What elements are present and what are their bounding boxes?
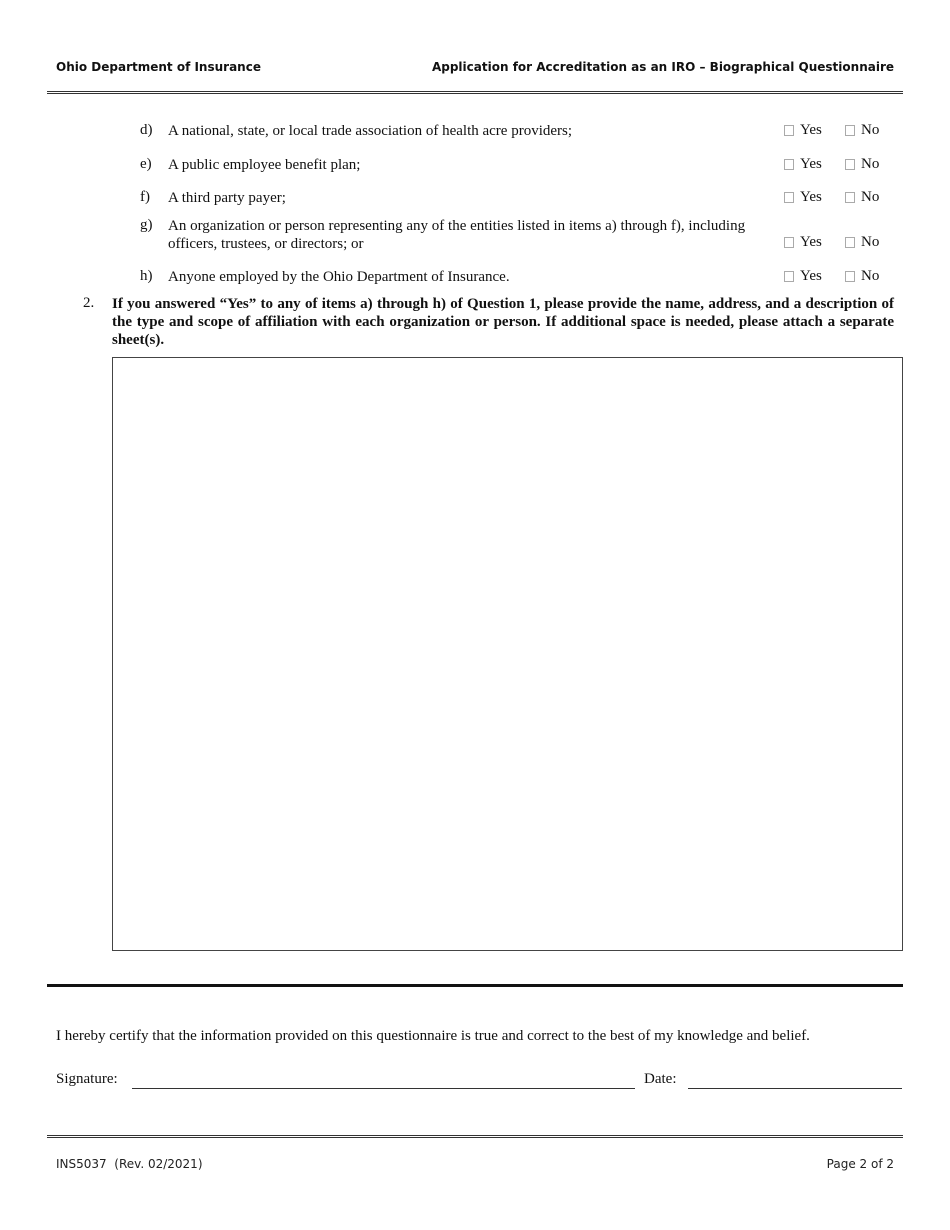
footer-rule <box>47 1135 903 1138</box>
yes-label: Yes <box>800 156 822 172</box>
header-rule <box>47 91 903 94</box>
signature-label: Signature: <box>56 1071 118 1087</box>
item-text-e: A public employee benefit plan; <box>168 157 361 173</box>
certification-statement: I hereby certify that the information provided on this questionnaire is true and correct to the best of my knowledge and belief. <box>56 1028 810 1044</box>
signature-field[interactable] <box>132 1088 635 1089</box>
item-g-no-option[interactable] <box>845 234 879 251</box>
yes-label: Yes <box>800 189 822 205</box>
page-number: Page 2 of 2 <box>826 1157 894 1171</box>
no-label: No <box>861 268 880 284</box>
item-f-yes-option[interactable] <box>784 189 822 206</box>
checkbox-icon[interactable] <box>784 271 794 282</box>
yes-label: Yes <box>800 122 822 138</box>
date-label: Date: <box>644 1071 677 1087</box>
checkbox-icon[interactable] <box>845 271 855 282</box>
checkbox-icon[interactable] <box>784 125 794 136</box>
date-field[interactable] <box>688 1088 902 1089</box>
item-text-h: Anyone employed by the Ohio Department of Insurance. <box>168 269 510 285</box>
no-label: No <box>861 122 880 138</box>
header-title: Application for Accreditation as an IRO – Biographical Questionnaire <box>431 60 894 74</box>
question-2-answer-box[interactable] <box>112 357 903 951</box>
no-label: No <box>861 156 880 172</box>
checkbox-icon[interactable] <box>784 192 794 203</box>
question-2-text: If you answered “Yes” to any of items a) through h) of Question 1, please provide the name, address, and a description of the type and scope of affiliation with each organization or person. If additional space is needed, please attach a separate sheet(s). <box>112 296 894 348</box>
item-text-d: A national, state, or local trade association of health acre providers; <box>168 123 573 139</box>
item-e-yes-option[interactable] <box>784 156 822 173</box>
header-org: Ohio Department of Insurance <box>56 60 261 74</box>
item-letter-d: d) <box>140 122 153 138</box>
item-d-no-option[interactable] <box>845 122 879 139</box>
checkbox-icon[interactable] <box>845 159 855 170</box>
item-e-no-option[interactable] <box>845 156 879 173</box>
section-divider <box>47 984 903 987</box>
form-id: INS5037 (Rev. 02/2021) <box>56 1157 203 1171</box>
item-letter-h: h) <box>140 268 153 284</box>
checkbox-icon[interactable] <box>845 192 855 203</box>
item-h-no-option[interactable] <box>845 268 879 285</box>
item-text-g: An organization or person representing any of the entities listed in items a) through f), including officers, trustees, or directors; or <box>168 218 746 252</box>
item-letter-e: e) <box>140 156 152 172</box>
yes-label: Yes <box>800 268 822 284</box>
yes-label: Yes <box>800 234 822 250</box>
item-h-yes-option[interactable] <box>784 268 822 285</box>
item-g-yes-option[interactable] <box>784 234 822 251</box>
question-2-number: 2. <box>83 295 95 311</box>
item-letter-f: f) <box>140 189 150 205</box>
checkbox-icon[interactable] <box>845 125 855 136</box>
item-f-no-option[interactable] <box>845 189 879 206</box>
no-label: No <box>861 189 880 205</box>
item-letter-g: g) <box>140 217 153 233</box>
checkbox-icon[interactable] <box>784 159 794 170</box>
item-text-f: A third party payer; <box>168 190 286 206</box>
item-d-yes-option[interactable] <box>784 122 822 139</box>
checkbox-icon[interactable] <box>845 237 855 248</box>
no-label: No <box>861 234 880 250</box>
checkbox-icon[interactable] <box>784 237 794 248</box>
